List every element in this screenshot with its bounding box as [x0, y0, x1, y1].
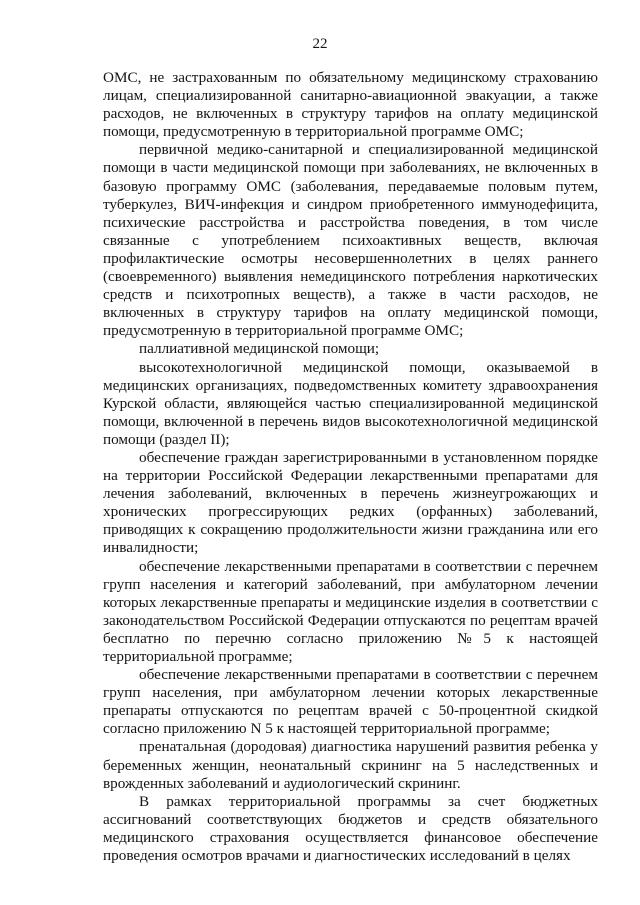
paragraph: высокотехнологичной медицинской помощи, оказываемой в медицинских организациях, подведомственных комитету здравоохранения Курской области, являющейся частью специализированной медицинской помощи, включенной в перечень видов высокотехнологичной медицинской помощи (раздел II); — [103, 358, 598, 448]
paragraph: обеспечение лекарственными препаратами в соответствии с перечнем групп населения и категорий заболеваний, при амбулаторном лечении которых лекарственные препараты и медицинские изделия в соответствии с законодательством Российской Федерации отпускаются по рецептам врачей бесплатно по перечню согласно приложению №5 к настоящей территориальной программе; — [103, 557, 598, 665]
paragraph: обеспечение лекарственными препаратами в соответствии с перечнем групп населения, при амбулаторном лечении которых лекарственные препараты отпускаются по рецептам врачей с 50-процентной скидкой согласно приложению N 5 к настоящей территориальной программе; — [103, 666, 598, 738]
page-number: 22 — [312, 36, 328, 52]
document-body — [103, 69, 598, 865]
paragraph: паллиативной медицинской помощи; — [139, 340, 380, 358]
paragraph: пренатальная (дородовая) диагностика нарушений развития ребенка у беременных женщин, неонатальный скрининг на 5 наследственных и врожденных заболеваний и аудиологический скрининг. — [103, 738, 598, 792]
paragraph: ОМС, не застрахованным по обязательному медицинскому страхованию лицам, специализированной санитарно-авиационной эвакуации, а также расходов, не включенных в структуру тарифов на оплату медицинской помощи, предусмотренную в территориальной программе ОМС; — [103, 69, 598, 141]
paragraph: В рамках территориальной программы за счет бюджетных ассигнований соответствующих бюджетов и средств обязательного медицинского страхования осуществляется финансовое обеспечение проведения осмотров врачами и диагностических исследований в целях — [103, 792, 598, 865]
paragraph: первичной медико-санитарной и специализированной медицинской помощи в части медицинской помощи при заболеваниях, не включенных в базовую программу ОМС (заболевания, передаваемые половым путем, туберкулез, ВИЧ-инфекция и синдром приобретенного иммунодефицита, психические расстройства и расстройства поведения, в том числе связанные с употреблением психоактивных веществ, включая профилактические осмотры несовершеннолетних в целях раннего (своевременного) выявления немедицинского потребления наркотических средств и психотропных веществ), а также в части расходов, не включенных в структуру тарифов на оплату медицинской помощи, предусмотренную в территориальной программе ОМС; — [103, 141, 598, 340]
paragraph: обеспечение граждан зарегистрированными в установленном порядке на территории Российской Федерации лекарственными препаратами для лечения заболеваний, включенных в перечень жизнеугрожающих и хронических прогрессирующих редких (орфанных) заболеваний, приводящих к сокращению продолжительности жизни гражданина или его инвалидности; — [103, 448, 598, 557]
